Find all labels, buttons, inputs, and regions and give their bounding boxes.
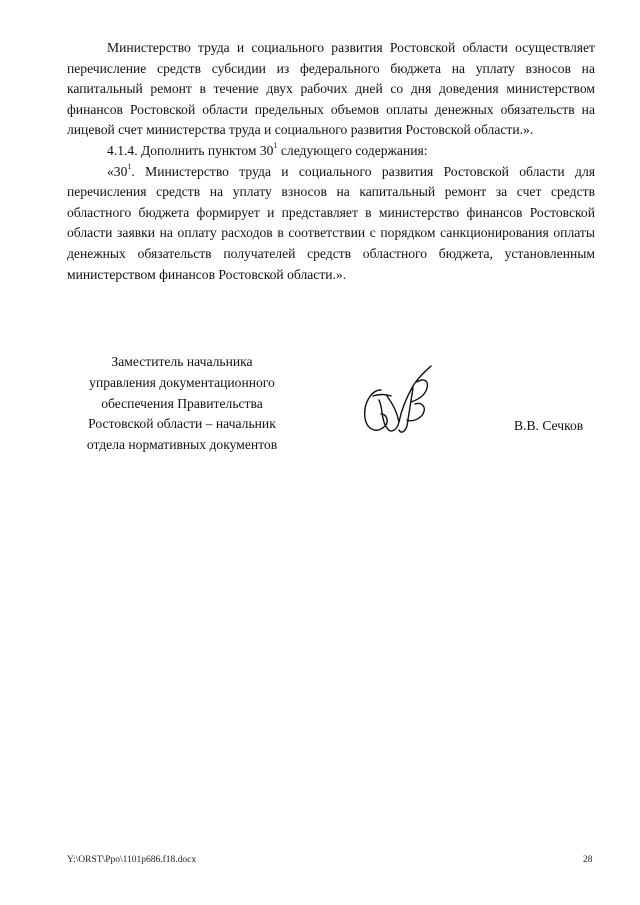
position-line: обеспечения Правительства: [101, 395, 263, 411]
footer-file-path: Y:\ORST\Ppo\1101p686.f18.docx: [67, 855, 197, 865]
position-line: отдела нормативных документов: [86, 437, 278, 453]
paragraph: [67, 38, 595, 141]
superscript-number: 1: [127, 162, 132, 172]
position-line: Заместитель начальника: [111, 354, 253, 369]
superscript-number: 1: [273, 141, 278, 151]
page-number: 28: [583, 855, 593, 865]
paragraph-text: «30: [107, 163, 128, 179]
paragraph-text: . Министерство труда и социального развития Ростовской области для перечисления средств на уплату взносов на капитальный ремонт за счет средств областного бюджета формирует и представляет в министерство финансов Ростовской области заявки на оплату расходов в соответствии с порядком санкционирования оплаты денежных обязательств получателей средств областного бюджета, установленным министерством финансов Ростовской области.».: [67, 163, 595, 282]
paragraph-text: следующего содержания:: [277, 142, 428, 158]
position-line: управления документационного: [89, 374, 275, 390]
paragraph-text: Министерство труда и социального развития Ростовской области осуществляет перечисление средств субсидии из федерального бюджета на уплату взносов на капитальный ремонт в течение двух рабочих дней со дня доведения министерством финансов Ростовской области предельных объемов оплаты денежных обязательств на лицевой счет министерства труда и социального развития Ростовской области.».: [67, 40, 595, 138]
paragraph: [67, 162, 595, 286]
paragraph-text: 4.1.4. Дополнить пунктом 30: [107, 142, 274, 158]
document-body: [67, 38, 595, 285]
signer-name: В.В. Сечков: [514, 418, 584, 433]
paragraph: [67, 141, 595, 162]
position-line: Ростовской области – начальник: [88, 416, 276, 432]
signatory-position: [67, 352, 297, 456]
handwritten-signature: [357, 360, 439, 438]
